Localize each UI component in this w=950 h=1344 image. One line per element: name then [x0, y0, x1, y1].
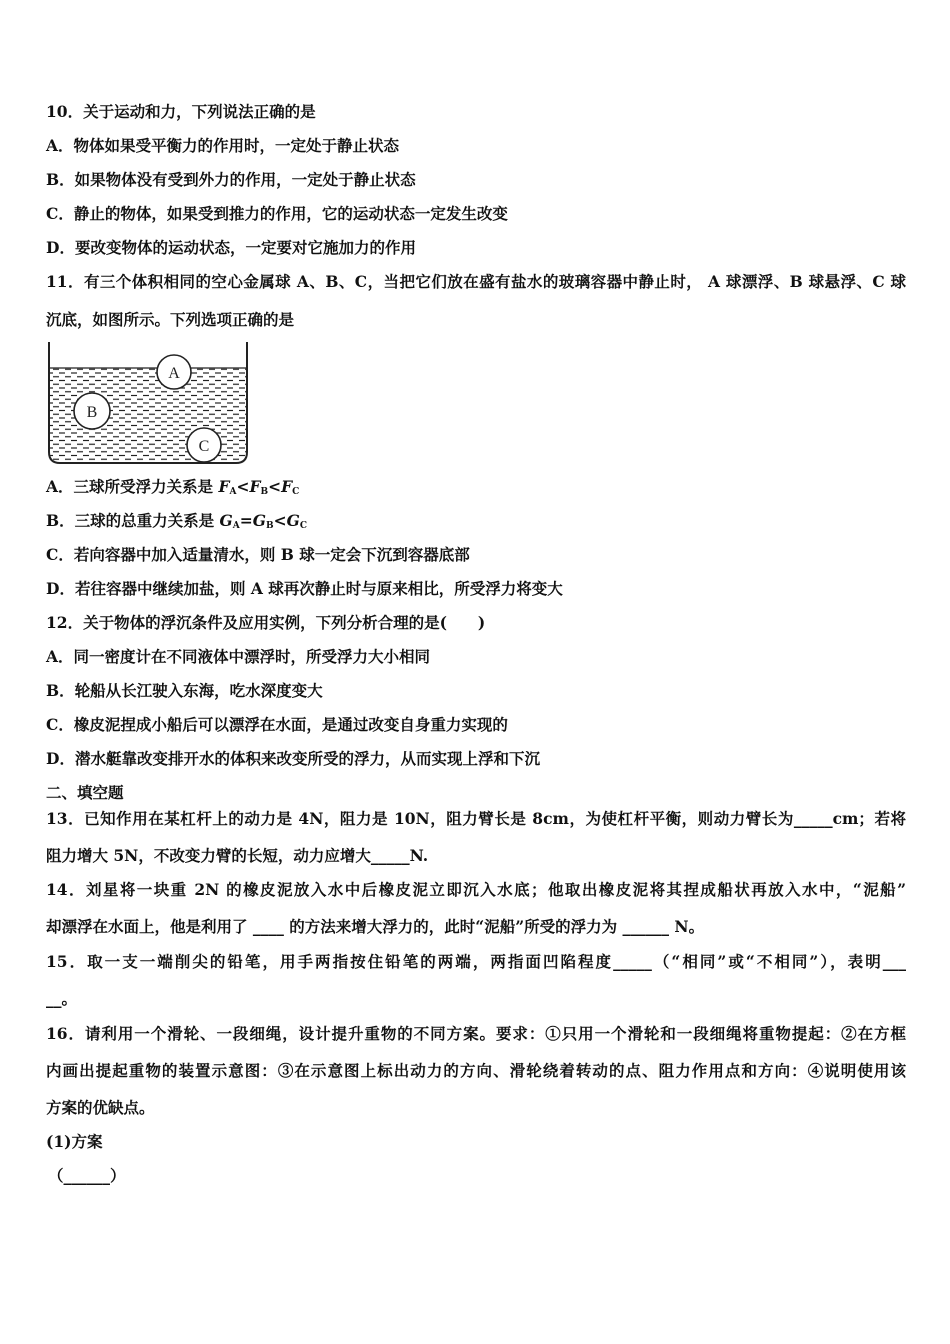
q10-option-d: D．要改变物体的运动状态，一定要对它施加力的作用: [46, 238, 416, 257]
answer-blank[interactable]: （______）: [48, 1166, 126, 1185]
q11-option-d: D．若往容器中继续加盐，则 A 球再次静止时与原来相比，所受浮力将变大: [46, 579, 563, 598]
q11-option-b: [46, 510, 906, 537]
q10-option-a: A．物体如果受平衡力的作用时，一定处于静止状态: [46, 136, 400, 155]
subscript-c: C: [299, 521, 308, 531]
ball-c: [187, 428, 221, 462]
subscript-a: A: [229, 487, 237, 497]
q11-option-a-text: A．三球所受浮力关系是: [46, 477, 219, 496]
q10-option-c: C．静止的物体，如果受到推力的作用，它的运动状态一定发生改变: [46, 204, 508, 223]
operator: =: [239, 511, 253, 530]
symbol-g: G: [252, 511, 266, 530]
q16-line2: 内画出提起重物的装置示意图：③在示意图上标出动力的方向、滑轮绕着转动的点、阻力作用点和方向：④说明使用该: [46, 1061, 906, 1080]
q15-line2: __。: [46, 989, 78, 1008]
q10-stem: 10．关于运动和力，下列说法正确的是: [46, 102, 316, 121]
subscript-a: A: [232, 521, 240, 531]
q13-line2: 阻力增大 5N，不改变力臂的长短，动力应增大_____N.: [46, 846, 429, 865]
q11-option-c: C．若向容器中加入适量清水，则 B 球一定会下沉到容器底部: [46, 545, 470, 564]
symbol-g: G: [219, 511, 233, 530]
q14-line2: 却漂浮在水面上，他是利用了 ____ 的方法来增大浮力的，此时“泥船”所受的浮力为 ______ N。: [46, 917, 705, 936]
q11-stem-line2: 沉底，如图所示。下列选项正确的是: [46, 310, 295, 329]
operator: <: [268, 477, 282, 496]
q12-stem: 12．关于物体的浮沉条件及应用实例，下列分析合理的是( ): [46, 613, 486, 632]
q12-option-b: B．轮船从长江驶入东海，吃水深度变大: [46, 681, 323, 700]
symbol-f: F: [249, 477, 261, 496]
operator: <: [236, 477, 250, 496]
q10-option-b: B．如果物体没有受到外力的作用，一定处于静止状态: [46, 170, 416, 189]
subscript-c: C: [292, 487, 300, 497]
svg-text:A: A: [168, 365, 180, 382]
symbol-g: G: [286, 511, 300, 530]
q14-line1: 14．刘星将一块重 2N 的橡皮泥放入水中后橡皮泥立即沉入水底；他取出橡皮泥将其捏成船状再放入水中，“泥船”: [46, 880, 906, 899]
symbol-f: F: [281, 477, 293, 496]
q16-sub1: (1)方案: [46, 1132, 103, 1151]
q11-option-a: [46, 476, 906, 503]
q16-line1: 16．请利用一个滑轮、一段细绳，设计提升重物的不同方案。要求：①只用一个滑轮和一段细绳将重物提起：②在方框: [46, 1024, 906, 1043]
section-heading-fill-in: 二、填空题: [46, 783, 124, 802]
svg-text:B: B: [86, 404, 98, 421]
q15-line1: 15．取一支一端削尖的铅笔，用手两指按住铅笔的两端，两指面凹陷程度_____（“相同”或“不相同”），表明___: [46, 952, 906, 971]
q13-line1: 13．已知作用在某杠杆上的动力是 4N，阻力是 10N，阻力臂长是 8cm，为使杠杆平衡，则动力臂长为_____cm；若将: [46, 809, 906, 828]
q11-stem-line1: 11．有三个体积相同的空心金属球 A、B、C，当把它们放在盛有盐水的玻璃容器中静止时， A 球漂浮、B 球悬浮、C 球: [46, 272, 906, 291]
svg-text:C: C: [198, 438, 210, 455]
subscript-b: B: [260, 487, 269, 497]
ball-a: [157, 355, 191, 389]
q12-option-c: C．橡皮泥捏成小船后可以漂浮在水面，是通过改变自身重力实现的: [46, 715, 508, 734]
subscript-b: B: [265, 521, 274, 531]
operator: <: [273, 511, 287, 530]
q12-option-a: A．同一密度计在不同液体中漂浮时，所受浮力大小相同: [46, 647, 431, 666]
q12-option-d: D．潜水艇靠改变排开水的体积来改变所受的浮力，从而实现上浮和下沉: [46, 749, 540, 768]
ball-b: [74, 393, 110, 429]
q16-line3: 方案的优缺点。: [46, 1098, 155, 1117]
symbol-f: F: [218, 477, 230, 496]
container-figure: [46, 340, 252, 468]
q11-option-b-text: B．三球的总重力关系是: [46, 511, 220, 530]
